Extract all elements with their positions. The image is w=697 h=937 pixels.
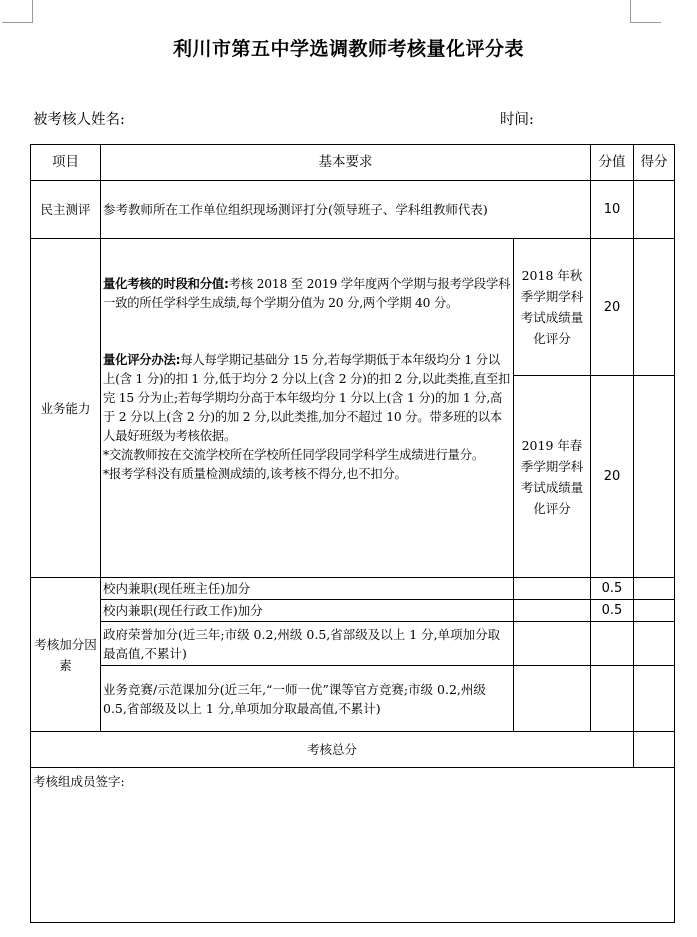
bonus-row-3 [31, 622, 675, 666]
bonus-blank-4 [514, 666, 591, 732]
business-requirement [101, 239, 514, 578]
bonus-value-2: 0.5 [591, 600, 634, 622]
evaluation-table [30, 144, 675, 923]
bonus-score-cell-2[interactable] [634, 600, 675, 622]
total-label: 考核总分 [31, 732, 634, 768]
business-paragraph-2 [103, 351, 511, 446]
document-title: 利川市第五中学选调教师考核量化评分表 [172, 38, 524, 60]
bonus-text-3: 政府荣誉加分(近三年;市级 0.2,州级 0.5,省部级及以上 1 分,单项加分取最高值,不累计) [101, 622, 514, 666]
business-note-1: *交流教师按在交流学校所在学校所任同学段同学科学生成绩进行量分。 [103, 448, 484, 462]
term1-value: 20 [591, 239, 634, 376]
header-score-got: 得分 [634, 145, 675, 181]
signature-row [31, 768, 675, 923]
total-row [31, 732, 675, 768]
democratic-score-cell[interactable] [634, 181, 675, 239]
bonus-blank-1 [514, 578, 591, 600]
term2-label: 2019 年春季学期学科考试成绩量化评分 [514, 376, 591, 578]
business-item: 业务能力 [31, 239, 101, 578]
term1-label: 2018 年秋季学期学科考试成绩量化评分 [514, 239, 591, 376]
democratic-row [31, 181, 675, 239]
bonus-value-4 [591, 666, 634, 732]
bonus-value-1: 0.5 [591, 578, 634, 600]
header-item: 项目 [31, 145, 101, 181]
bonus-row-4 [31, 666, 675, 732]
business-row-1 [31, 239, 675, 376]
page-corner-mark-right [630, 0, 661, 23]
header-score-value: 分值 [591, 145, 634, 181]
business-p1-text: 考核 2018 至 2019 学年度两个学期与报考学段学科一致的所任学科学生成绩,每个学期分值为 20 分,两个学期 40 分。 [103, 277, 511, 310]
bonus-value-3 [591, 622, 634, 666]
signature-label[interactable]: 考核组成员签字: [31, 768, 675, 923]
examinee-name-label: 被考核人姓名: [33, 112, 125, 128]
business-p2-heading: 量化评分办法: [103, 353, 181, 367]
bonus-score-cell-4[interactable] [634, 666, 675, 732]
bonus-text-2: 校内兼职(现任行政工作)加分 [101, 600, 514, 622]
bonus-text-4: 业务竞赛/示范课加分(近三年,“一师一优”课等官方竞赛;市级 0.2,州级 0.5,省部级及以上 1 分,单项加分取最高值,不累计) [101, 666, 514, 732]
democratic-value: 10 [591, 181, 634, 239]
democratic-requirement: 参考教师所在工作单位组织现场测评打分(领导班子、学科组教师代表) [101, 181, 591, 239]
total-score-cell[interactable] [634, 732, 675, 768]
business-p2-text: 每人每学期记基础分 15 分,若每学期低于本年级均分 1 分以上(含 1 分)的扣 1 分,低于均分 2 分以上(含 2 分)的扣 2 分,以此类推,直至扣完 15 分为止;若每学期均分高于本年级均分 1 分以上(含 1 分)的加 1 分,高于 2 分以上(含 2 分)的加 2 分,以此类推,加分不超过 10 分。带多班的以本人最好班级为考核依据。 [103, 353, 511, 443]
bonus-row-1 [31, 578, 675, 600]
header-requirement: 基本要求 [101, 145, 591, 181]
democratic-item: 民主测评 [31, 181, 101, 239]
bonus-blank-3 [514, 622, 591, 666]
business-paragraph-1 [103, 275, 511, 313]
term2-value: 20 [591, 376, 634, 578]
term2-score-cell[interactable] [634, 376, 675, 578]
business-p1-heading: 量化考核的时段和分值: [103, 277, 229, 291]
bonus-score-cell-1[interactable] [634, 578, 675, 600]
bonus-row-2 [31, 600, 675, 622]
term1-score-cell[interactable] [634, 239, 675, 376]
bonus-score-cell-3[interactable] [634, 622, 675, 666]
bonus-text-1: 校内兼职(现任班主任)加分 [101, 578, 514, 600]
bonus-blank-2 [514, 600, 591, 622]
bonus-item: 考核加分因素 [31, 578, 101, 732]
table-header-row [31, 145, 675, 181]
business-note-2: *报考学科没有质量检测成绩的,该考核不得分,也不扣分。 [103, 467, 407, 481]
time-label: 时间: [500, 112, 534, 128]
page-corner-mark-left [2, 0, 33, 23]
